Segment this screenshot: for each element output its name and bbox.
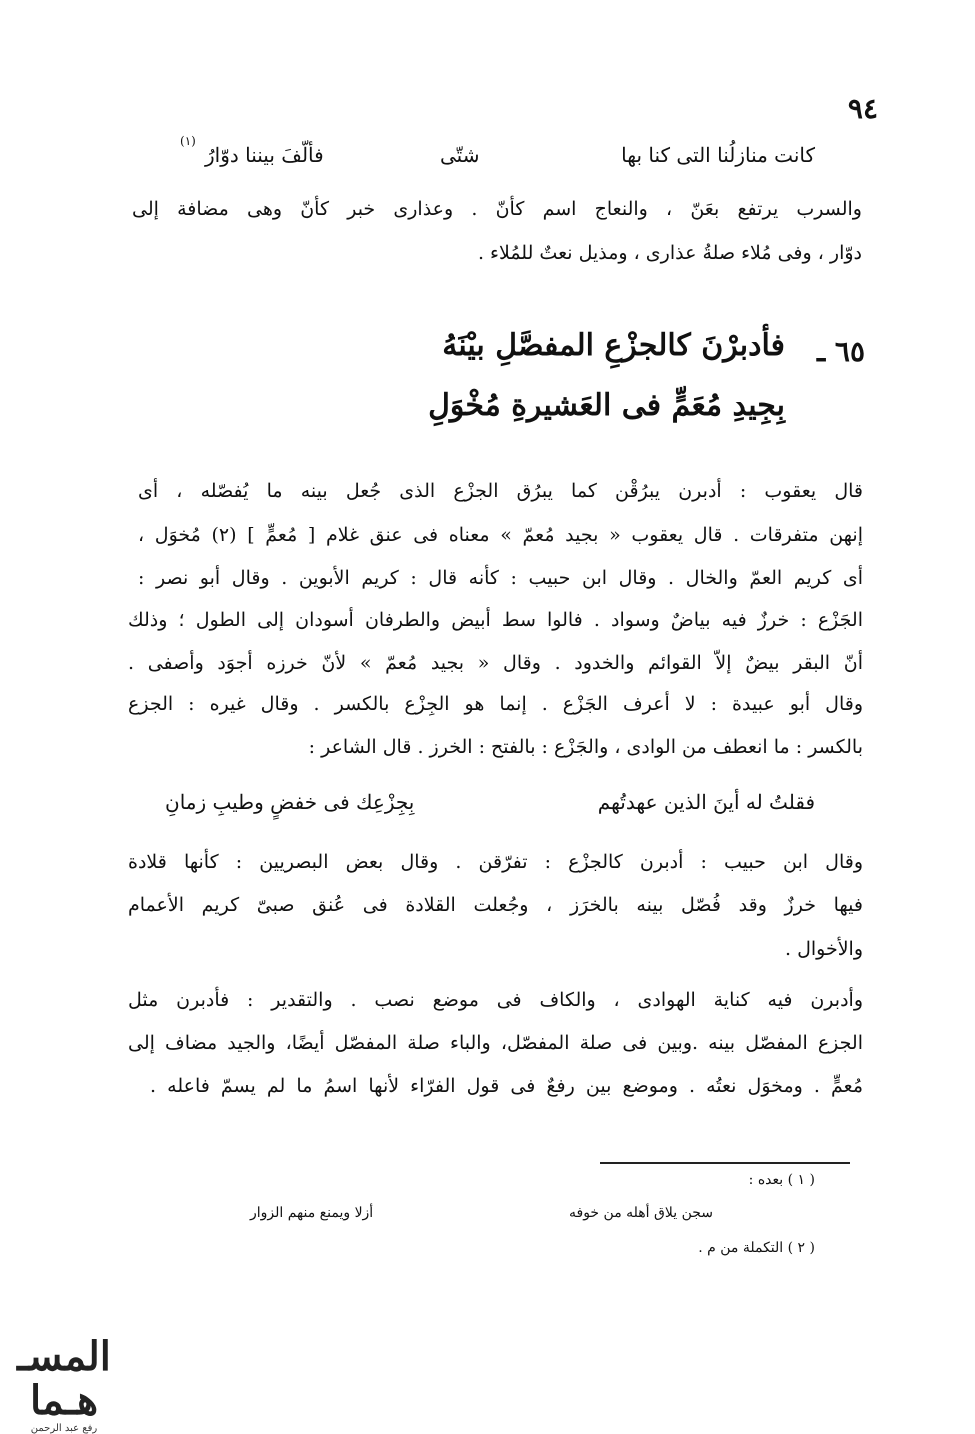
ibn-habib-line: وقال ابن حبيب : أدبرن كالجزْع : تفرّقن . وقال بعض البصريين : كأنها قلادة (128, 851, 863, 873)
commentary-line: بالكسر : ما انعطف من الوادى ، والجَزْع : بالفتح : الخرز . قال الشاعر : (308, 736, 863, 758)
footnote-2: ( ٢ ) التكملة من م . (698, 1240, 815, 1256)
grammar-line: وأدبرن فيه كناية الهوادى ، والكاف فى موضع نصب . والتقدير : فأدبرن مثل (128, 989, 863, 1011)
intro-verse-right: كانت منازلُنا التى كنا بها (621, 143, 815, 167)
footnote-1-label: ( ١ ) بعده : (748, 1172, 815, 1188)
footnote-marker-1: (١) (180, 134, 196, 148)
grammar-line: مُعمٍّ . ومخوَل نعتُه . وموضع بين رفعٌ فى قول الفرّاء لأنها اسمُ ما لم يسمّ فاعله . (150, 1075, 863, 1097)
quoted-verse-left: بِجِزْعِك فى خفضٍ وطيبِ زمانِ (165, 790, 415, 814)
intro-line: والسرب يرتفع بعَنّ ، والنعاج اسم كأنّ . وعذارى خبر كأنّ وهى مضافة إلى (132, 198, 862, 220)
ibn-habib-line: والأخوال . (784, 938, 863, 960)
commentary-line: الجَزْع : خرزٌ فيه بياضٌ وسواد . فالوا سط أبيض والطرفان أسودان إلى الطول ؛ وذلك (128, 609, 863, 631)
stamp-caption: رفع عبد الرحمن (30, 1423, 98, 1434)
page-number: ٩٤ (847, 92, 878, 125)
commentary-line: وقال أبو عبيدة : لا أعرف الجَزْع . إنما هو الجِزْع بالكسر . وقال غيره : الجزع (128, 693, 863, 715)
grammar-line: الجزع المفصّل بينه .وبين فى صلة المفصّل، والباء صلة المفصّل أيضًا، والجيد مضاف إلى (128, 1032, 863, 1054)
stamp-text: المسـ هـما (17, 1333, 111, 1424)
commentary-line: إنهن متفرقات . قال يعقوب « بجيد مُعمّ » معناه فى عنق غلام [ مُعمٍّ ] (٢) مُخوَل ، (138, 524, 864, 546)
poem-line-1: فأدبرْنَ كالجزْعِ المفصَّلِ بيْنَهُ (442, 328, 785, 363)
footnote-1-verse-left: أزلا ويمنع منهم الزوار (250, 1205, 374, 1221)
intro-line: دوّار ، وفى مُلاء صلةُ عذارى ، ومذيل نعتٌ للمُلاء . (477, 242, 862, 264)
intro-verse-middle: شتّى (440, 143, 480, 167)
quoted-verse-right: فقلتُ له أينَ الذين عهدتُهم (597, 790, 815, 814)
poem-line-2: بِجِيدِ مُعَمٍّ فى العَشيرةِ مُخْوَلِ (428, 388, 785, 423)
commentary-line: قال يعقوب : أدبرن يبرُقْن كما يبرُق الجزْع الذى جُعل بينه ما يُفصّله ، أى (138, 480, 863, 502)
footnote-rule (600, 1162, 850, 1164)
poem-number: ٦٥ ـ (816, 335, 865, 368)
commentary-line: أى كريم العمّ والخال . وقال ابن حبيب : كأنه قال : كريم الأبوين . وقال أبو نصر : (138, 567, 863, 589)
library-stamp (4, 1333, 124, 1434)
intro-verse-left: فألّفَ بيننا دوّارُ (205, 143, 324, 167)
footnote-1-verse-right: سجن يلاق أهله من خوفه (569, 1205, 713, 1221)
ibn-habib-line: فيها خرزٌ وقد فُصّل بينه بالخرَز ، وجُعلت القلادة فى عُنق صبىّ كريم الأعمام (128, 894, 863, 916)
commentary-line: أنّ البقر بيضٌ إلاّ القوائم والخدود . وقال « بجيد مُعمّ » لأنّ خرزه أجوَد وأصفى . (128, 652, 863, 674)
